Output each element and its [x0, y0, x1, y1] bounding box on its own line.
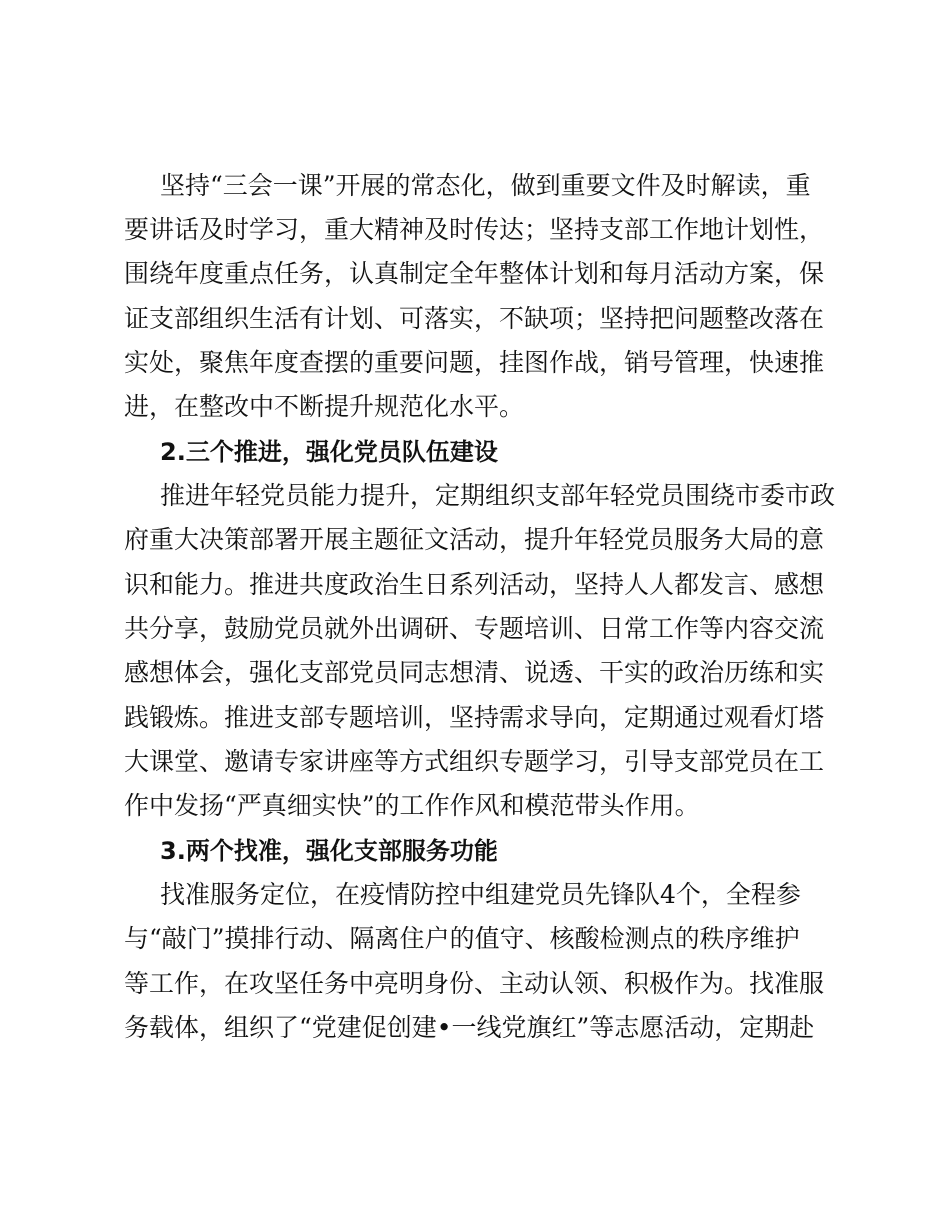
paragraph-1-line-2: 要讲话及时学习，重大精神及时传达；坚持支部工作地计划性，: [124, 215, 825, 244]
section-heading-3: 3.两个找准，强化支部服务功能: [160, 837, 498, 865]
paragraph-1-line-4: 证支部组织生活有计划、可落实，不缺项；坚持把问题整改落在: [124, 304, 825, 333]
paragraph-2-line-7: 大课堂、邀请专家讲座等方式组织专题学习，引导支部党员在工: [124, 747, 825, 776]
section-heading-2: 2.三个推进，强化党员队伍建设: [160, 438, 498, 466]
paragraph-3-line-1: 找准服务定位，在疫情防控中组建党员先锋队4个，全程参: [160, 880, 801, 909]
paragraph-2-line-3: 识和能力。推进共度政治生日系列活动，坚持人人都发言、感想: [124, 570, 825, 599]
paragraph-1-line-5: 实处，聚焦年度查摆的重要问题，挂图作战，销号管理，快速推: [124, 348, 825, 377]
paragraph-1-line-1: 坚持“三会一课”开展的常态化，做到重要文件及时解读，重: [160, 171, 811, 200]
paragraph-2-line-6: 践锻炼。推进支部专题培训，坚持需求导向，定期通过观看灯塔: [124, 703, 825, 732]
paragraph-2-line-1: 推进年轻党员能力提升，定期组织支部年轻党员围绕市委市政: [160, 481, 836, 510]
paragraph-2-line-5: 感想体会，强化支部党员同志想清、说透、干实的政治历练和实: [124, 658, 825, 687]
paragraph-3-line-3: 等工作，在攻坚任务中亮明身份、主动认领、积极作为。找准服: [124, 969, 825, 998]
paragraph-3-line-2: 与“敲门”摸排行动、隔离住户的值守、核酸检测点的秩序维护: [124, 924, 800, 953]
paragraph-1-line-6: 进，在整改中不断提升规范化水平。: [124, 392, 525, 421]
paragraph-3-line-4: 务载体，组织了“党建促创建•一线党旗红”等志愿活动，定期赴: [124, 1013, 815, 1042]
paragraph-2-line-4: 共分享，鼓励党员就外出调研、专题培训、日常工作等内容交流: [124, 614, 825, 643]
paragraph-1-line-3: 围绕年度重点任务，认真制定全年整体计划和每月活动方案，保: [124, 259, 825, 288]
paragraph-2-line-8: 作中发扬“严真细实快”的工作作风和模范带头作用。: [124, 791, 700, 820]
paragraph-2-line-2: 府重大决策部署开展主题征文活动，提升年轻党员服务大局的意: [124, 525, 825, 554]
